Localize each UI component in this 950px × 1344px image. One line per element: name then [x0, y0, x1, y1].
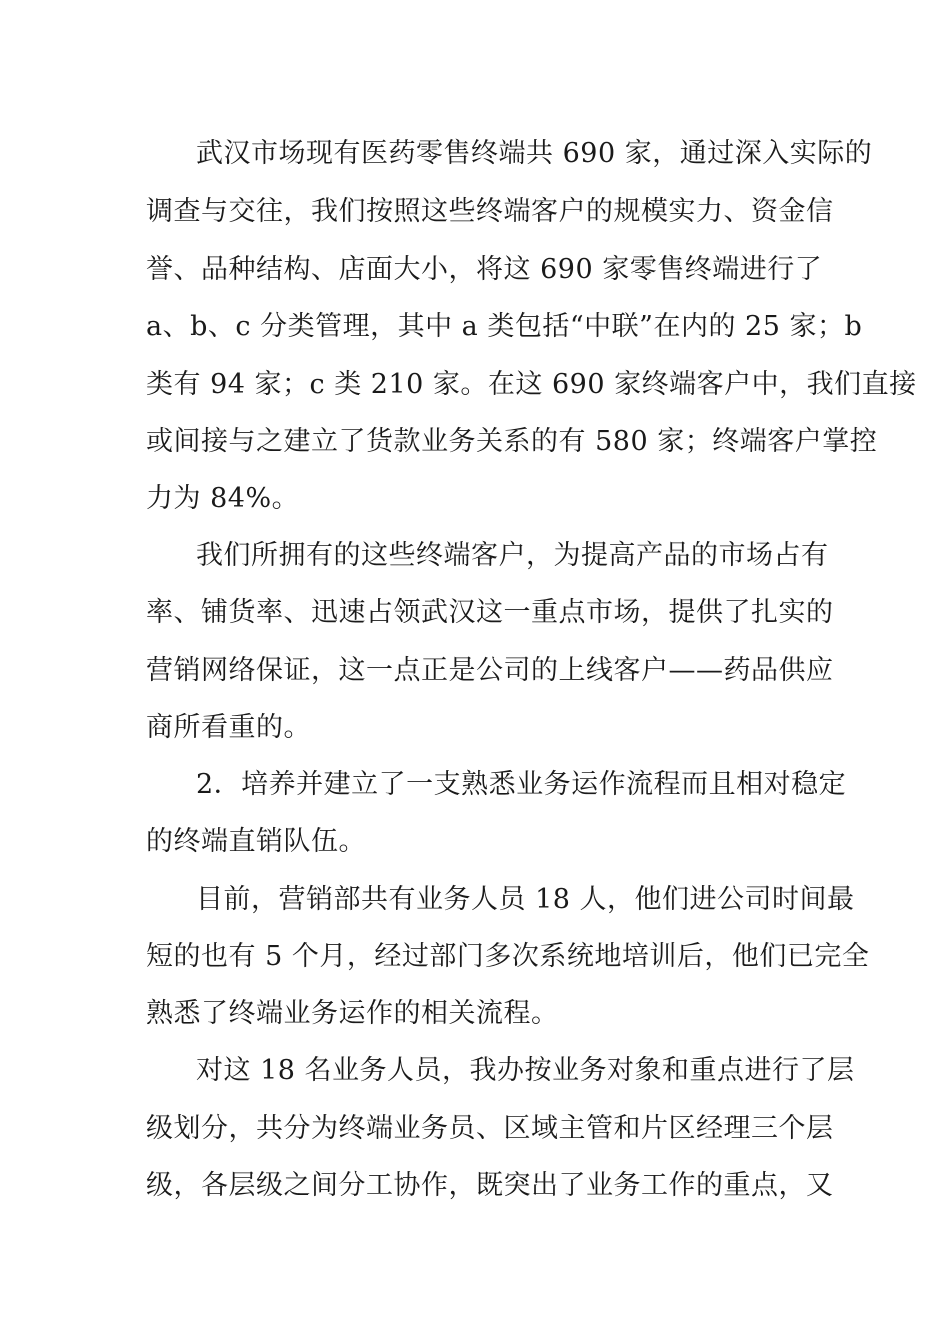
text-line-7: 力为 84%。 — [146, 483, 300, 514]
text-line-11: 商所看重的。 — [146, 712, 311, 743]
text-line-18: 级划分，共分为终端业务员、区域主管和片区经理三个层 — [146, 1113, 834, 1144]
text-line-10: 营销网络保证，这一点正是公司的上线客户——药品供应 — [146, 655, 834, 686]
text-line-14: 目前，营销部共有业务人员 18 人，他们进公司时间最 — [196, 884, 855, 915]
text-line-15: 短的也有 5 个月，经过部门多次系统地培训后，他们已完全 — [146, 941, 870, 972]
text-line-6: 或间接与之建立了货款业务关系的有 580 家；终端客户掌控 — [146, 426, 878, 457]
text-line-9: 率、铺货率、迅速占领武汉这一重点市场，提供了扎实的 — [146, 597, 834, 628]
text-line-17: 对这 18 名业务人员，我办按业务对象和重点进行了层 — [196, 1055, 855, 1086]
text-line-1: 武汉市场现有医药零售终端共 690 家，通过深入实际的 — [196, 138, 873, 169]
text-line-5: 类有 94 家；c 类 210 家。在这 690 家终端客户中，我们直接 — [146, 369, 917, 400]
text-line-19: 级，各层级之间分工协作，既突出了业务工作的重点，又 — [146, 1170, 834, 1201]
text-line-13: 的终端直销队伍。 — [146, 826, 366, 857]
text-line-4: a、b、c 分类管理，其中 a 类包括“中联”在内的 25 家；b — [146, 311, 863, 342]
text-line-3: 誉、品种结构、店面大小，将这 690 家零售终端进行了 — [146, 254, 823, 285]
text-line-2: 调查与交往，我们按照这些终端客户的规模实力、资金信 — [146, 196, 834, 227]
text-line-16: 熟悉了终端业务运作的相关流程。 — [146, 998, 559, 1029]
text-line-8: 我们所拥有的这些终端客户，为提高产品的市场占有 — [196, 540, 829, 571]
section-heading: 2．培养并建立了一支熟悉业务运作流程而且相对稳定 — [196, 769, 847, 800]
